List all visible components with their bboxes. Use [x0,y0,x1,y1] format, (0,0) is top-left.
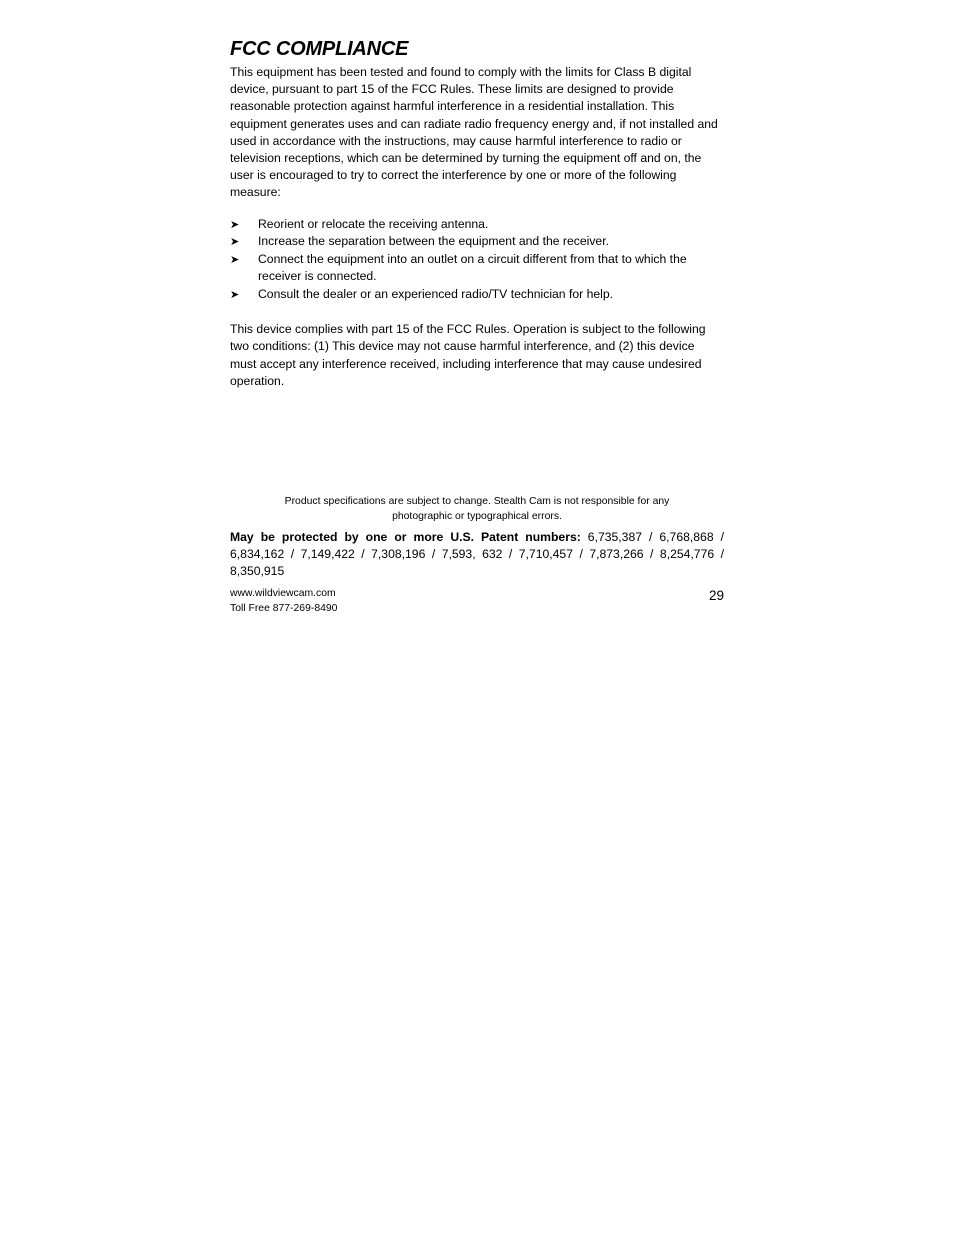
intro-paragraph: This equipment has been tested and found to comply with the limits for Class B digital device, pursuant to part 15 of the FCC Rules. These limits are designed to provide reasonable protection against harmful interference in a residential installation. This equipment generates uses and can radiate radio frequency energy and, if not installed and used in accordance with the instructions, may cause harmful interference to radio or television receptions, which can be determined by turning the equipment off and on, the user is encouraged to try to correct the interference by one or more of the following measure: [230,65,718,200]
disclaimer-line: photographic or typographical errors. [392,511,562,523]
page-title: FCC COMPLIANCE [230,38,409,60]
footer-contact [230,586,337,617]
fcc-section [230,36,724,390]
list-item-text: Reorient or relocate the receiving antenna. [258,216,489,231]
list-item-text: Connect the equipment into an outlet on a circuit different from that to which the receiver is connected. [258,252,687,284]
list-item [230,216,724,233]
arrowhead-bullet-icon: ➤ [230,217,240,231]
patents-lead: May be protected by one or more U.S. Patent numbers: [230,530,581,544]
patents-list: 6,735,387 / 6,768,868 / 6,834,162 / 7,149,422 / 7,308,196 / 7,593, 632 / 7,710,457 / 7,873,266 / 8,254,776 / 8,350,915 [230,530,724,579]
patents-notice [230,529,724,581]
footer-website: www.wildviewcam.com [230,588,336,599]
list-item-text: Increase the separation between the equipment and the receiver. [258,234,609,249]
arrowhead-bullet-icon: ➤ [230,287,240,301]
measures-list [230,216,724,304]
page-number: 29 [708,588,724,603]
conditions-paragraph: This device complies with part 15 of the FCC Rules. Operation is subject to the following two conditions: (1) This device may not cause harmful interference, and (2) this device must accept any interference received, including interference that may cause undesired operation. [230,322,706,388]
list-item [230,233,724,250]
arrowhead-bullet-icon: ➤ [230,235,240,249]
list-item [230,286,724,303]
disclaimer-line: Product specifications are subject to change. Stealth Cam is not responsible for any [284,496,670,507]
arrowhead-bullet-icon: ➤ [230,253,240,267]
list-item [230,251,724,285]
list-item-text: Consult the dealer or an experienced radio/TV technician for help. [258,286,614,301]
footer-phone: Toll Free 877-269-8490 [230,603,338,615]
disclaimer [230,494,724,525]
